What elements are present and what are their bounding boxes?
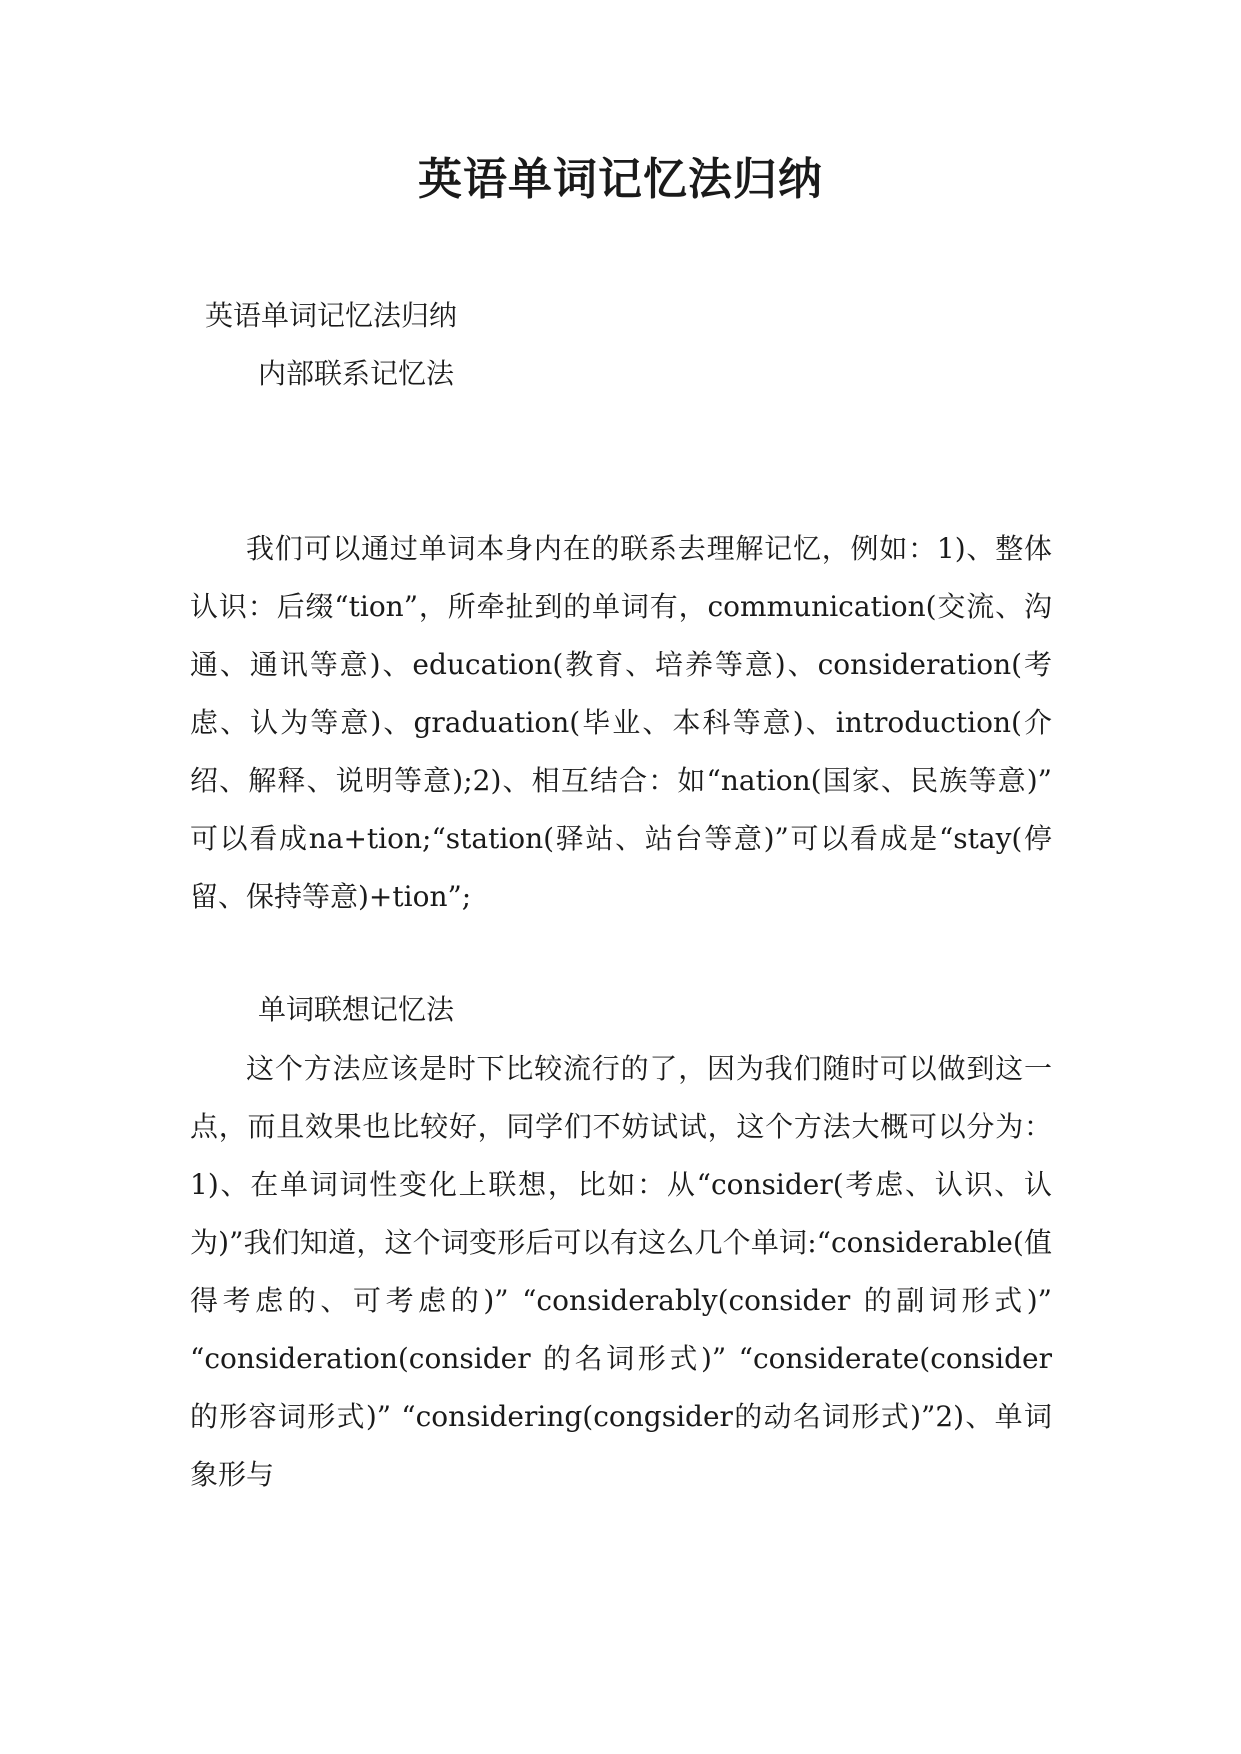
section-paragraph-internal-connection (190, 520, 1052, 926)
section-heading-word-association: 单词联想记忆法 (258, 993, 455, 1026)
paragraph-text: 这个方法应该是时下比较流行的了，因为我们随时可以做到这一点，而且效果也比较好，同学们不妨试试，这个方法大概可以分为：1)、在单词词性变化上联想，比如：从“consider(考虑、认识、认为)”我们知道，这个词变形后可以有这么几个单词:“considerable(值得考虑的、可考虑的)” “considerably(consider 的副词形式)” “consideration(consider 的名词形式)” “considerate(consider 的形容词形式)” “considering(congsider的动名词形式)”2)、单词象形与 (190, 1052, 1052, 1491)
section-paragraph-word-association (190, 1040, 1052, 1504)
section-heading-internal-connection: 内部联系记忆法 (258, 357, 455, 390)
document-subtitle: 英语单词记忆法归纳 (205, 299, 458, 332)
paragraph-text: 我们可以通过单词本身内在的联系去理解记忆，例如：1)、整体认识：后缀“tion”，所牵扯到的单词有，communication(交流、沟通、通讯等意)、education(教育、培养等意)、consideration(考虑、认为等意)、graduation(毕业、本科等意)、introduction(介绍、解释、说明等意);2)、相互结合：如“nation(国家、民族等意)” 可以看成na+tion;“station(驿站、站台等意)”可以看成是“stay(停留、保持等意)+tion”; (190, 532, 1052, 913)
page-title: 英语单词记忆法归纳 (418, 154, 823, 205)
